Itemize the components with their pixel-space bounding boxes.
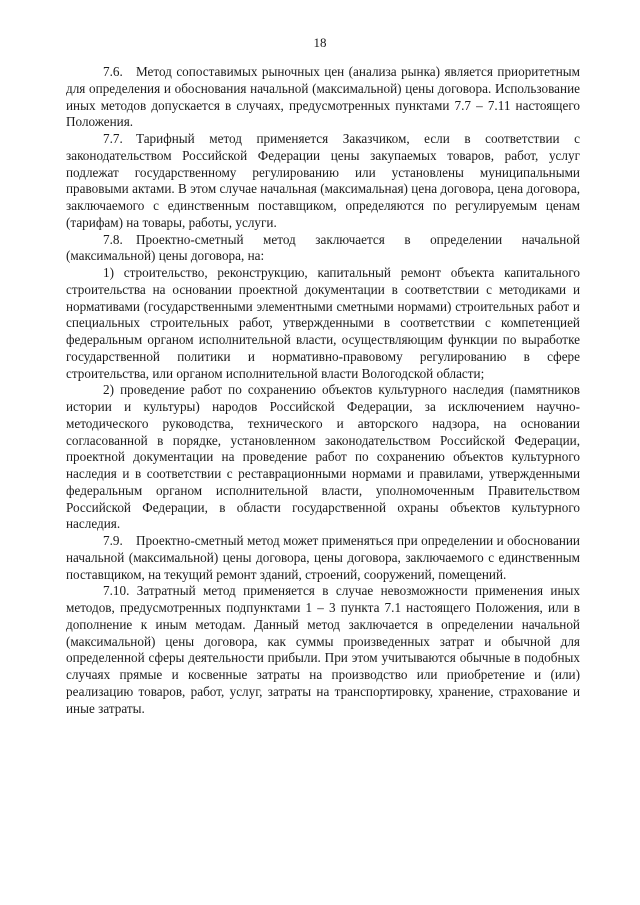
paragraph-7-8: 7.8. Проектно-сметный метод заключается в определении начальной (максимальной) цены договора, на: (66, 231, 580, 264)
paragraph-7-6: 7.6. Метод сопоставимых рыночных цен (анализа рынка) является приоритетным для определения и обоснования начальной (максимальной) цены договора. Использование иных методов допускается в случаях, предусмотренных пунктами 7.7 – 7.11 настоящего Положения. (66, 64, 580, 130)
paragraph-7-10: 7.10. Затратный метод применяется в случае невозможности применения иных методов, предусмотренных подпунктами 1 – 3 пункта 7.1 настоящего Положения, или в дополнение к иным методам. Данный метод заключается в определении начальной (максимальной) цены договора, как суммы произведенных затрат и обычной для определенной сферы деятельности прибыли. При этом учитываются обычные в подобных случаях прямые и косвенные затраты на производство или приобретение и (или) реализацию товаров, работ, услуг, затраты на транспортировку, хранение, страхование и иные затраты. (66, 583, 580, 716)
paragraph-7-8-item-1: 1) строительство, реконструкцию, капитальный ремонт объекта капитального строительства на основании проектной документации в соответствии с методиками и нормативами (государственными элементными сметными нормами) строительных работ и специальных строительных работ, утвержденными в соответствии с компетенцией федеральным органом исполнительной власти, осуществляющим функции по выработке государственной политики и нормативно-правовому регулированию в сфере строительства, или органом исполнительной власти Вологодской области; (66, 265, 580, 381)
page-number: 18 (313, 35, 327, 50)
document-body (66, 64, 580, 717)
paragraph-7-9: 7.9. Проектно-сметный метод может применяться при определении и обосновании начальной (максимальной) цены договора, цены договора, заключаемого с единственным поставщиком, на текущий ремонт зданий, строений, сооружений, помещений. (66, 533, 580, 582)
paragraph-7-8-item-2: 2) проведение работ по сохранению объектов культурного наследия (памятников истории и культуры) народов Российской Федерации, за исключением научно-методического руководства, технического и авторского надзора, на основании согласованной в порядке, установленном законодательством Российской Федерации, проектной документации на проведение работ по сохранению объектов культурного наследия и в соответствии с реставрационными нормами и правилами, утвержденными федеральным органом исполнительной власти, уполномоченным Правительством Российской Федерации, в области государственной охраны объектов культурного наследия. (66, 382, 580, 532)
paragraph-7-7: 7.7. Тарифный метод применяется Заказчиком, если в соответствии с законодательством Российской Федерации цены закупаемых товаров, работ, услуг подлежат государственному регулированию или установлены муниципальными правовыми актами. В этом случае начальная (максимальная) цена договора, цена договора, заключаемого с единственным поставщиком, определяются по регулируемым ценам (тарифам) на товары, работы, услуги. (66, 131, 580, 230)
